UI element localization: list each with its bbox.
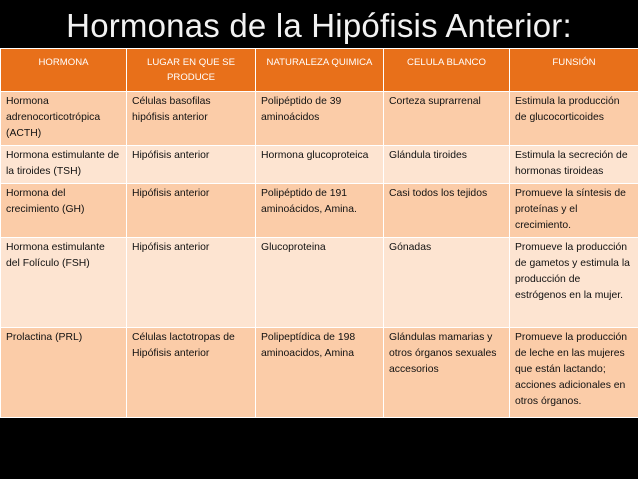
cell-celula: Gónadas <box>384 238 510 328</box>
header-hormona: HORMONA <box>1 49 127 92</box>
cell-celula: Glándula tiroides <box>384 146 510 184</box>
cell-lugar: Hipófisis anterior <box>127 184 256 238</box>
cell-funcion: Promueve la síntesis de proteínas y el crecimiento. <box>510 184 638 238</box>
cell-celula: Casi todos los tejidos <box>384 184 510 238</box>
header-funcion: FUNSIÓN <box>510 49 638 92</box>
cell-lugar: Células basofilas hipófisis anterior <box>127 92 256 146</box>
cell-hormona: Prolactina (PRL) <box>1 328 127 418</box>
hormones-table <box>0 48 638 418</box>
cell-hormona: Hormona del crecimiento (GH) <box>1 184 127 238</box>
cell-celula: Glándulas mamarias y otros órganos sexuales accesorios <box>384 328 510 418</box>
table-row <box>1 184 638 238</box>
cell-funcion: Estimula la secreción de hormonas tiroideas <box>510 146 638 184</box>
table-row <box>1 146 638 184</box>
cell-hormona: Hormona estimulante del Folículo (FSH) <box>1 238 127 328</box>
table-row <box>1 328 638 418</box>
cell-lugar: Células lactotropas de Hipófisis anterior <box>127 328 256 418</box>
header-lugar: LUGAR EN QUE SE PRODUCE <box>127 49 256 92</box>
cell-funcion: Promueve la producción de leche en las mujeres que están lactando; acciones adicionales en otros órganos. <box>510 328 638 418</box>
cell-lugar: Hipófisis anterior <box>127 238 256 328</box>
header-celula-blanco: CELULA BLANCO <box>384 49 510 92</box>
cell-naturaleza: Hormona glucoproteica <box>256 146 384 184</box>
table-header-row <box>1 49 638 92</box>
cell-naturaleza: Polipeptídica de 198 aminoacidos, Amina <box>256 328 384 418</box>
slide-title: Hormonas de la Hipófisis Anterior: <box>66 7 572 44</box>
cell-naturaleza: Polipéptido de 191 aminoácidos, Amina. <box>256 184 384 238</box>
cell-funcion: Promueve la producción de gametos y estimula la producción de estrógenos en la mujer. <box>510 238 638 328</box>
cell-celula: Corteza suprarrenal <box>384 92 510 146</box>
cell-naturaleza: Polipéptido de 39 aminoácidos <box>256 92 384 146</box>
cell-lugar: Hipófisis anterior <box>127 146 256 184</box>
cell-naturaleza: Glucoproteina <box>256 238 384 328</box>
table-row <box>1 92 638 146</box>
cell-hormona: Hormona estimulante de la tiroides (TSH) <box>1 146 127 184</box>
header-naturaleza: NATURALEZA QUIMICA <box>256 49 384 92</box>
table-row <box>1 238 638 328</box>
cell-hormona: Hormona adrenocorticotrópica (ACTH) <box>1 92 127 146</box>
cell-funcion: Estimula la producción de glucocorticoides <box>510 92 638 146</box>
